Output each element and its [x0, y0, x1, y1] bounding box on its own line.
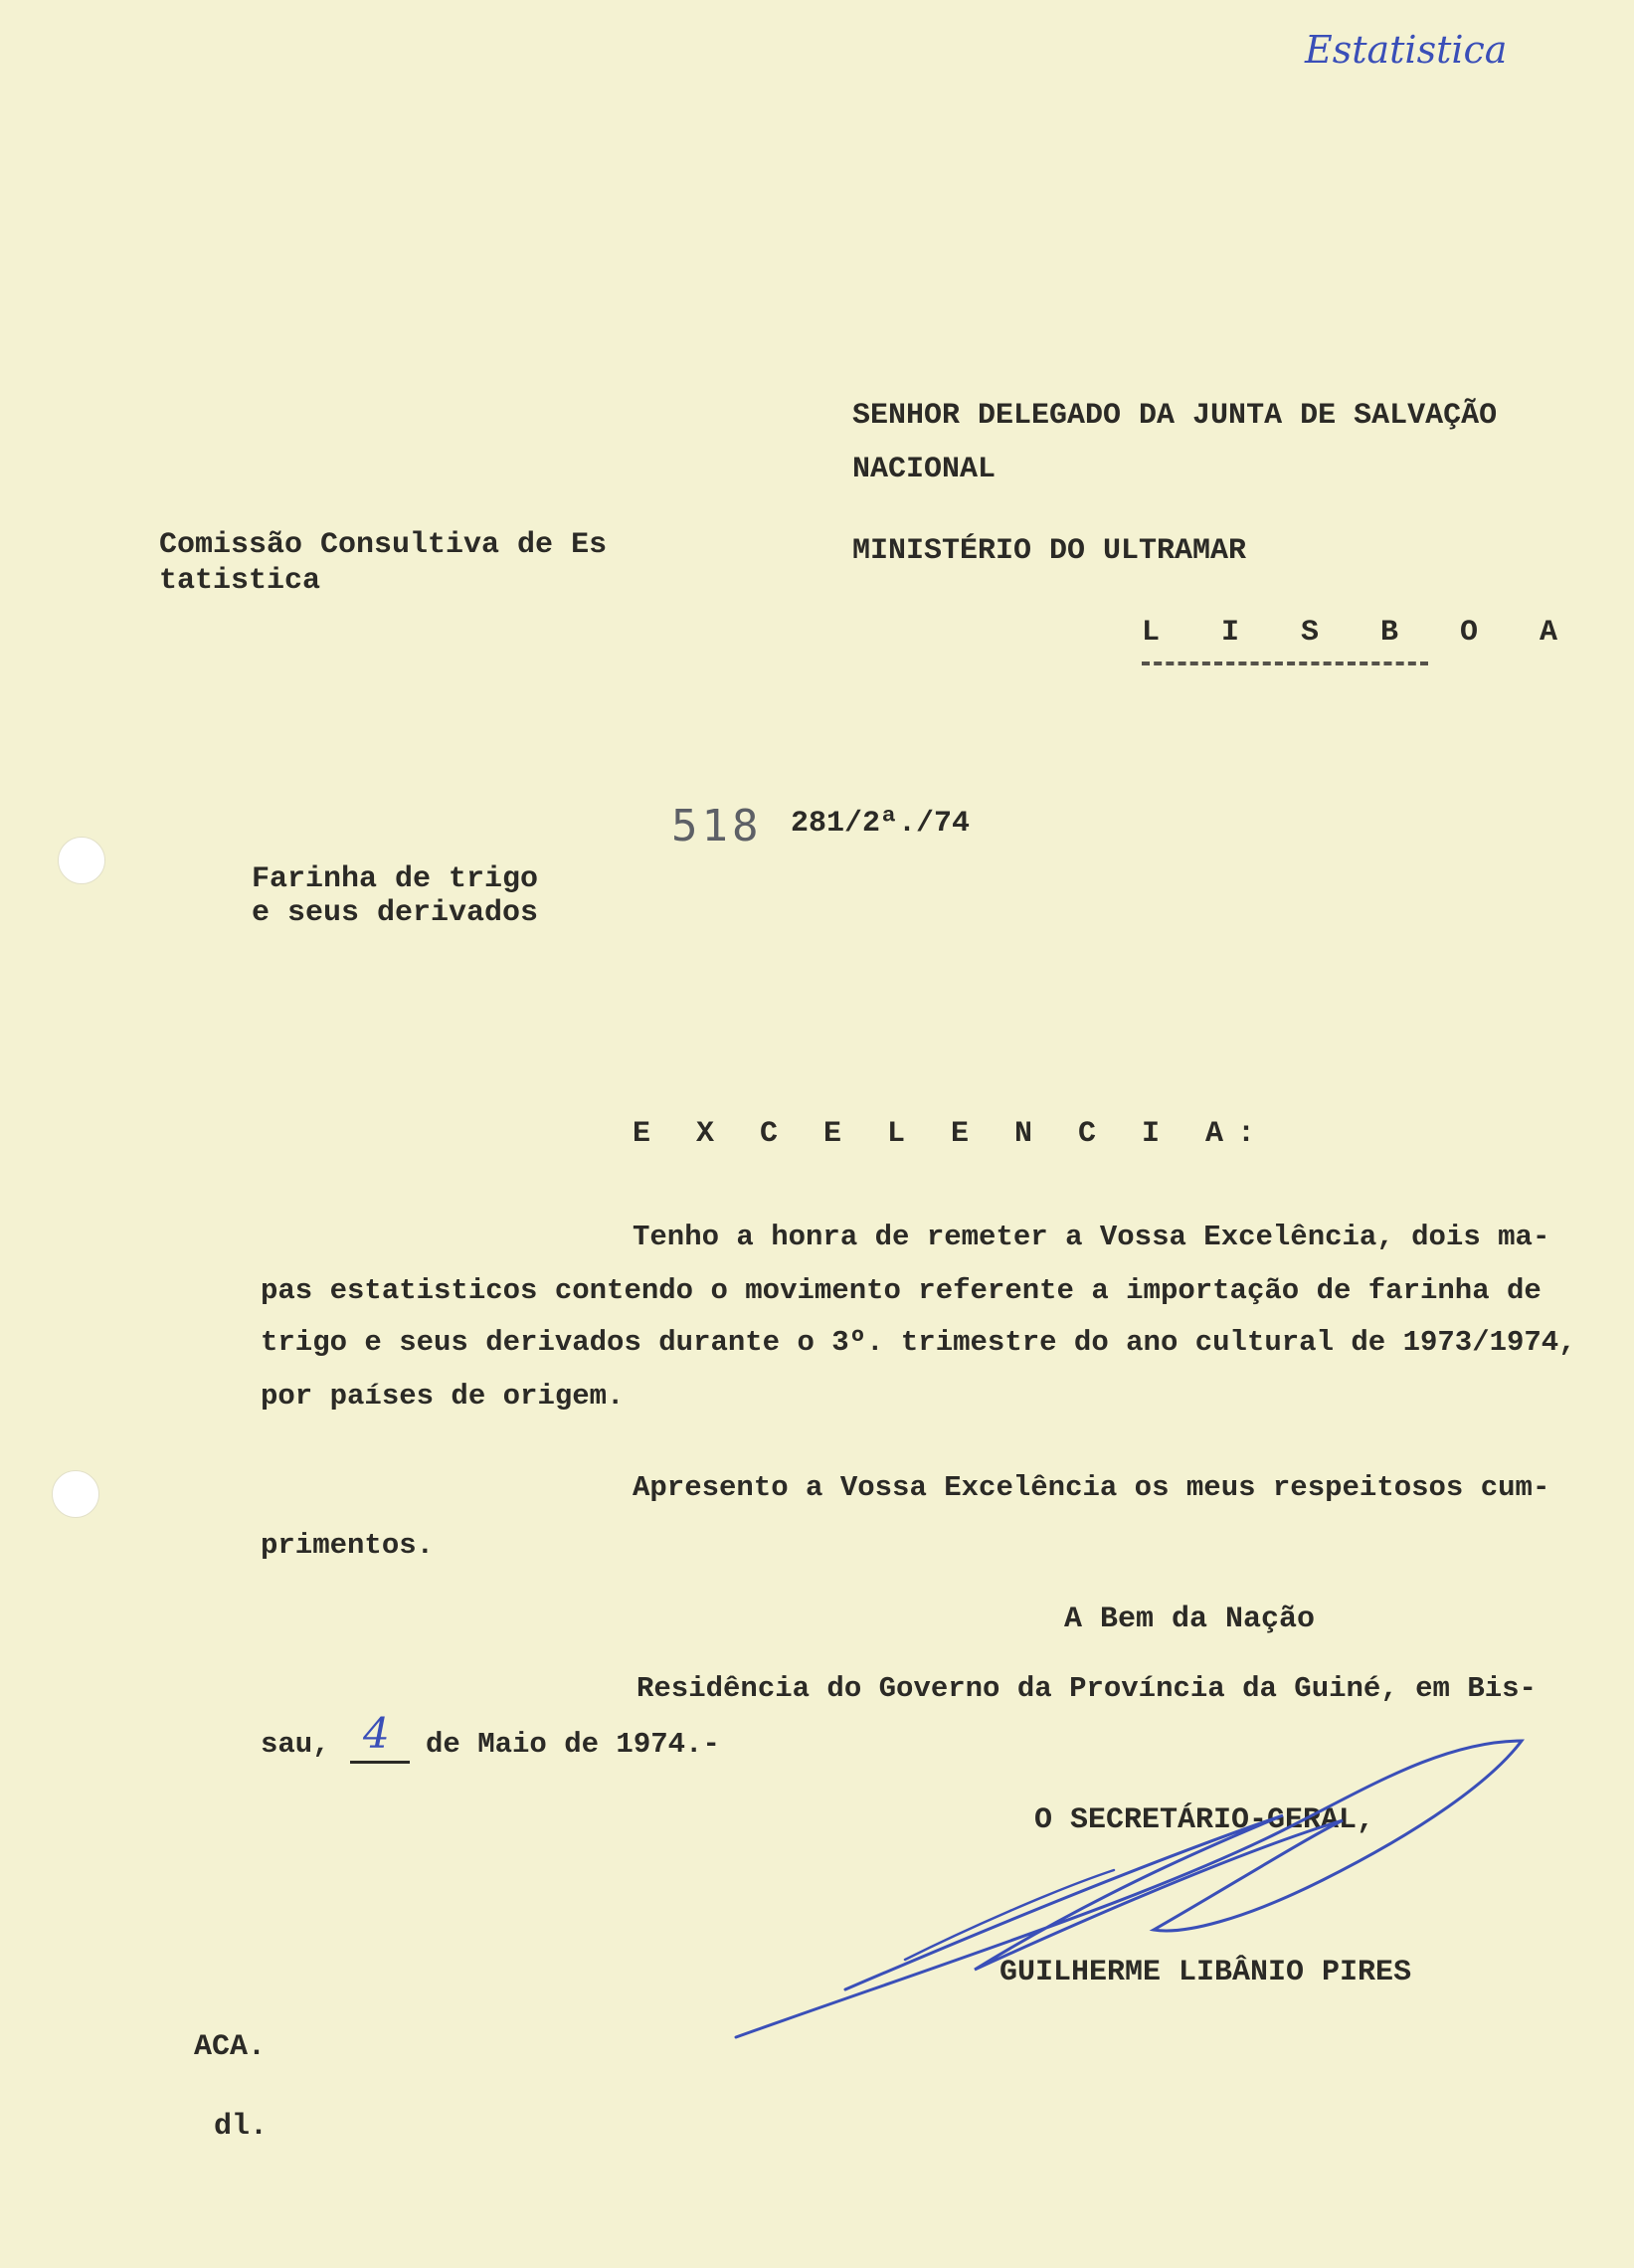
body-p2-line-2: primentos.	[261, 1529, 435, 1562]
signatory-title: O SECRETÁRIO-GERAL,	[1034, 1803, 1375, 1837]
closing-motto: A Bem da Nação	[1064, 1603, 1316, 1636]
sender-line-1: Comissão Consultiva de Es	[159, 528, 608, 562]
city-underline	[1142, 662, 1428, 665]
day-blank-line	[350, 1761, 410, 1764]
punch-hole-bottom	[52, 1470, 99, 1518]
body-p1-line-1: Tenho a honra de remeter a Vossa Excelência, dois ma-	[633, 1221, 1550, 1253]
body-p2-line-1: Apresento a Vossa Excelência os meus respeitosos cum-	[633, 1471, 1550, 1504]
signatory-name: GUILHERME LIBÂNIO PIRES	[999, 1956, 1412, 1989]
signature-scribble	[726, 1721, 1532, 2049]
body-p1-line-2: pas estatisticos contendo o movimento referente a importação de farinha de	[261, 1274, 1542, 1307]
recipient-city: L I S B O A	[1142, 616, 1580, 650]
closing-place-line-1: Residência do Governo da Província da Guiné, em Bis-	[636, 1672, 1537, 1705]
handwritten-day: 4	[363, 1709, 390, 1758]
recipient-line-2: NACIONAL	[852, 453, 997, 486]
register-stamp-number: 518	[671, 801, 763, 851]
typist-initials-1: ACA.	[194, 2030, 267, 2064]
typist-initials-2: dl.	[214, 2110, 269, 2144]
salutation: E X C E L E N C I A:	[633, 1117, 1270, 1151]
punch-hole-top	[58, 837, 105, 884]
body-p1-line-4: por países de origem.	[261, 1380, 625, 1413]
sender-line-2: tatistica	[159, 564, 321, 598]
recipient-line-1: SENHOR DELEGADO DA JUNTA DE SALVAÇÃO	[852, 399, 1498, 433]
subject-line-2: e seus derivados	[252, 896, 539, 930]
body-p1-line-3: trigo e seus derivados durante o 3º. trimestre do ano cultural de 1973/1974,	[261, 1326, 1576, 1359]
closing-place-suffix: de Maio de 1974.-	[426, 1728, 720, 1761]
reference-number: 281/2ª./74	[791, 807, 971, 841]
handwritten-annotation: Estatistica	[1305, 28, 1508, 72]
subject-line-1: Farinha de trigo	[252, 862, 539, 896]
closing-place-prefix: sau,	[261, 1728, 330, 1761]
recipient-ministry: MINISTÉRIO DO ULTRAMAR	[852, 534, 1247, 568]
